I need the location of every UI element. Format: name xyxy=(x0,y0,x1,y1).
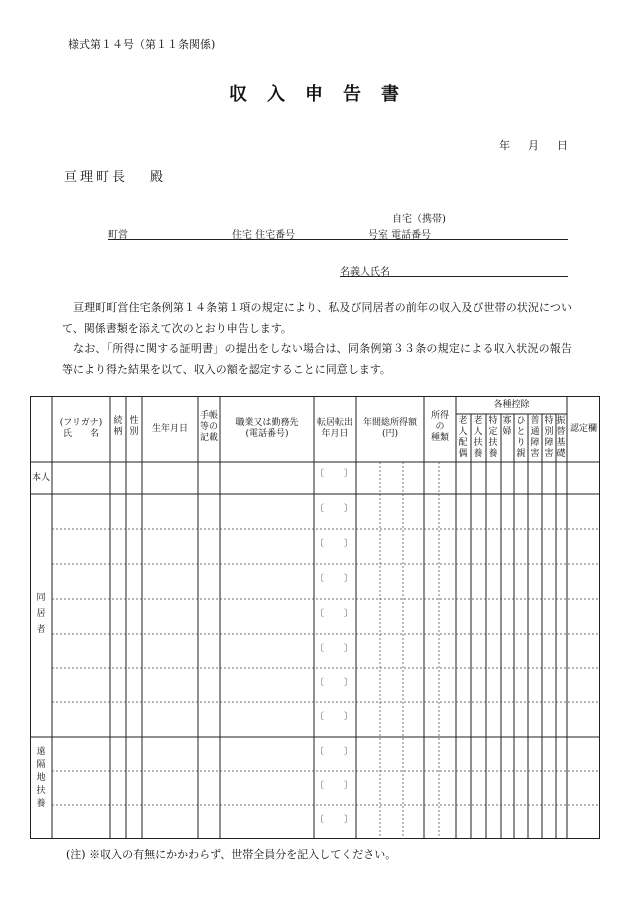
year-label: 年 xyxy=(499,139,510,152)
move-date-bracket[interactable]: 〔 〕 xyxy=(315,815,353,825)
deduction-elderly-spouse: 老人配偶 xyxy=(458,416,468,459)
town-housing-label: 町営 xyxy=(108,230,128,241)
room-phone-label: 号室 電話番号 xyxy=(368,230,432,241)
month-label: 月 xyxy=(528,139,539,152)
move-date-bracket[interactable]: 〔 〕 xyxy=(315,712,353,722)
addressee-name: 亘理町長 xyxy=(64,170,129,185)
deductions-header: 各種控除 xyxy=(493,400,530,410)
sex-header: 性 別 xyxy=(129,416,139,437)
approval-header: 認定欄 xyxy=(569,424,597,434)
move-date-bracket[interactable]: 〔 〕 xyxy=(315,678,353,688)
move-date-bracket[interactable]: 〔 〕 xyxy=(315,747,353,757)
nominee-line[interactable] xyxy=(340,263,568,277)
move-date-bracket[interactable]: 〔 〕 xyxy=(315,574,353,584)
deduction-single-parent: ひとり親 xyxy=(516,416,526,459)
title-char: 申 xyxy=(305,84,325,105)
remote-dependent-label: 遠 隔 地 扶 養 xyxy=(36,747,46,809)
move-date-header: 転居転出 年月日 xyxy=(316,418,353,439)
consent-paragraph: なお、「所得に関する証明書」の提出をしない場合は、同条例第３３条の規定による収入状況の報告等により得た結果を以て、収入の額を認定することに同意します。 xyxy=(62,342,572,376)
addressee xyxy=(64,166,166,185)
form-number: 様式第１４号（第１１条関係) xyxy=(68,38,216,51)
page-title xyxy=(0,80,630,106)
mobile-label: 自宅（携帯) xyxy=(392,214,446,225)
deduction-transfer-basic: 振替基礎 xyxy=(556,416,566,459)
birthdate-header: 生年月日 xyxy=(151,424,188,434)
relation-header: 続 柄 xyxy=(113,416,123,437)
addressee-suffix: 殿 xyxy=(150,170,167,185)
title-char: 入 xyxy=(267,84,287,105)
name-header: (フリガナ) 氏 名 xyxy=(59,418,103,439)
move-date-bracket[interactable]: 〔 〕 xyxy=(315,781,353,791)
address-line[interactable] xyxy=(108,226,568,240)
footnote: (注) ※収入の有無にかかわらず、世帯全員分を記入してください。 xyxy=(66,848,397,861)
title-char: 告 xyxy=(343,84,363,105)
household-table xyxy=(30,396,600,839)
handbook-header: 手帳 等の 記載 xyxy=(199,411,218,443)
declaration-text xyxy=(62,298,572,380)
move-date-bracket[interactable]: 〔 〕 xyxy=(315,644,353,654)
move-date-bracket[interactable]: 〔 〕 xyxy=(315,539,353,549)
deduction-widow: 寡婦 xyxy=(502,416,512,437)
income-type-header: 所得 の 種類 xyxy=(430,411,449,443)
move-date-bracket[interactable]: 〔 〕 xyxy=(315,469,353,479)
declaration-paragraph: 亘理町町営住宅条例第１４条第１項の規定により、私及び同居者の前年の収入及び世帯の状況について、関係書類を添えて次のとおり申告します。 xyxy=(62,301,572,335)
date-field[interactable] xyxy=(481,137,568,153)
deduction-normal-disability: 普通障害 xyxy=(530,416,540,459)
title-char: 書 xyxy=(381,84,401,105)
deduction-special-disability: 特別障害 xyxy=(544,416,554,459)
day-label: 日 xyxy=(557,139,568,152)
move-date-bracket[interactable]: 〔 〕 xyxy=(315,504,353,514)
deduction-elderly-dependent: 老人扶養 xyxy=(473,416,483,459)
income-header: 年間総所得額 (円) xyxy=(362,418,417,439)
household-label: 同 居 者 xyxy=(36,593,46,635)
self-label: 本人 xyxy=(31,473,50,483)
move-date-bracket[interactable]: 〔 〕 xyxy=(315,609,353,619)
deduction-specific-dependent: 特定扶養 xyxy=(488,416,498,459)
housing-number-label: 住宅 住宅番号 xyxy=(232,230,296,241)
title-char: 収 xyxy=(229,84,249,105)
occupation-header: 職業又は勤務先 (電話番号) xyxy=(235,418,299,439)
nominee-label: 名義人氏名 xyxy=(340,267,390,278)
